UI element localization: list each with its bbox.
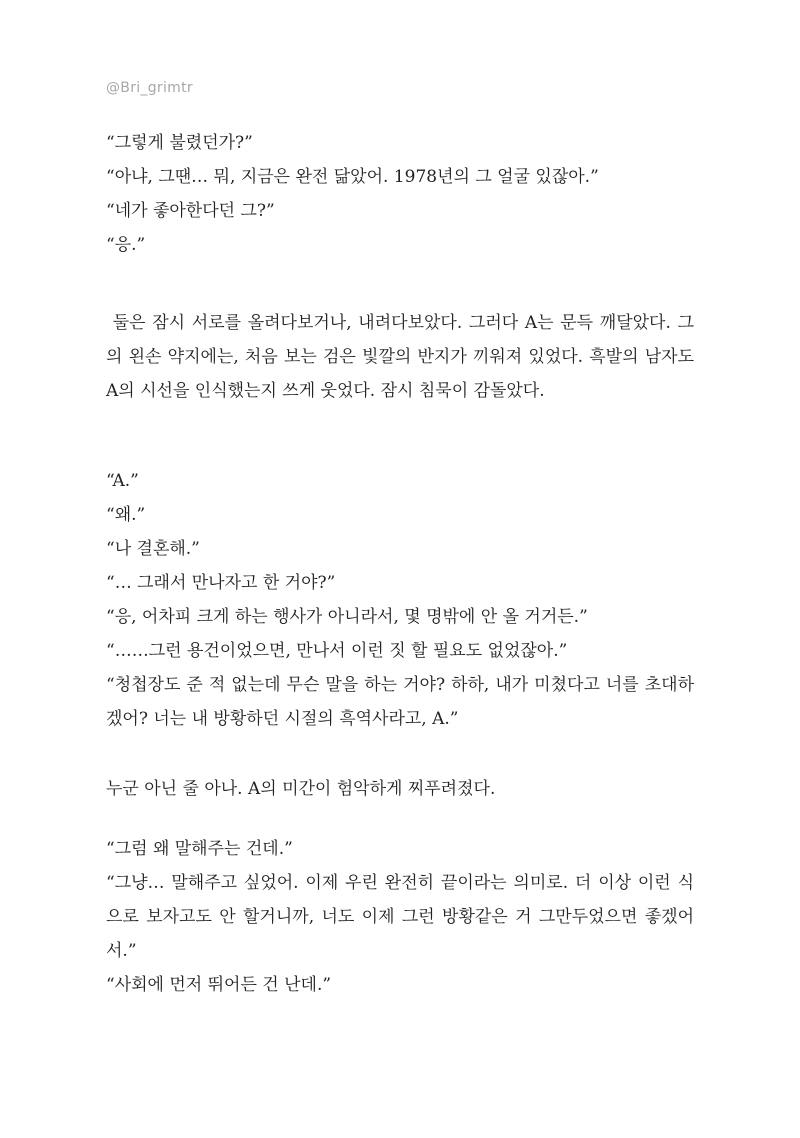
paragraph: “그냥… 말해주고 싶었어. 이제 우린 완전히 끝이라는 의미로. 더 이상 이런 식으로 보자고도 안 할거니까, 너도 이제 그런 방황같은 거 그만두었으면 좋겠어서.” [106,873,694,961]
paragraph: “나 결혼해.” [106,539,200,559]
paragraph: “A.” [106,471,139,491]
paragraph: 누군 아닌 줄 아나. A의 미간이 험악하게 찌푸려졌다. [106,779,496,799]
paragraph: “청첩장도 준 적 없는데 무슨 말을 하는 거야? 하하, 내가 미쳤다고 너를 초대하겠어? 너는 내 방황하던 시절의 흑역사라고, A.” [106,675,694,729]
paragraph: “사회에 먼저 뛰어든 건 난데.” [106,975,332,995]
paragraph: “그럼 왜 말해주는 건데.” [106,839,293,859]
paragraph: “응.” [106,235,146,255]
author-watermark: @Bri_grimtr [106,80,193,96]
paragraph: “아냐, 그땐… 뭐, 지금은 완전 닮았어. 1978년의 그 얼굴 있잖아.” [106,167,599,187]
dialogue-block-2 [106,464,694,736]
paragraph: “응, 어차피 크게 하는 행사가 아니라서, 몇 명밖에 안 올 거거든.” [106,607,588,627]
paragraph: 둘은 잠시 서로를 올려다보거나, 내려다보았다. 그러다 A는 문득 깨달았다. 그의 왼손 약지에는, 처음 보는 검은 빛깔의 반지가 끼워져 있었다. 흑발의 남자도 A의 시선을 인식했는지 쓰게 웃었다. 잠시 침묵이 감돌았다. [106,313,700,401]
paragraph: “그렇게 불렸던가?” [106,133,253,153]
paragraph: “왜.” [106,505,146,525]
narration-block-1 [106,306,700,408]
paragraph: “… 그래서 만나자고 한 거야?” [106,573,336,593]
dialogue-block-3 [106,832,694,1002]
paragraph: “네가 좋아한다던 그?” [106,201,275,221]
paragraph: “……그런 용건이었으면, 만나서 이런 짓 할 필요도 없었잖아.” [106,641,568,661]
narration-block-2 [106,772,694,806]
dialogue-block-1 [106,126,694,262]
